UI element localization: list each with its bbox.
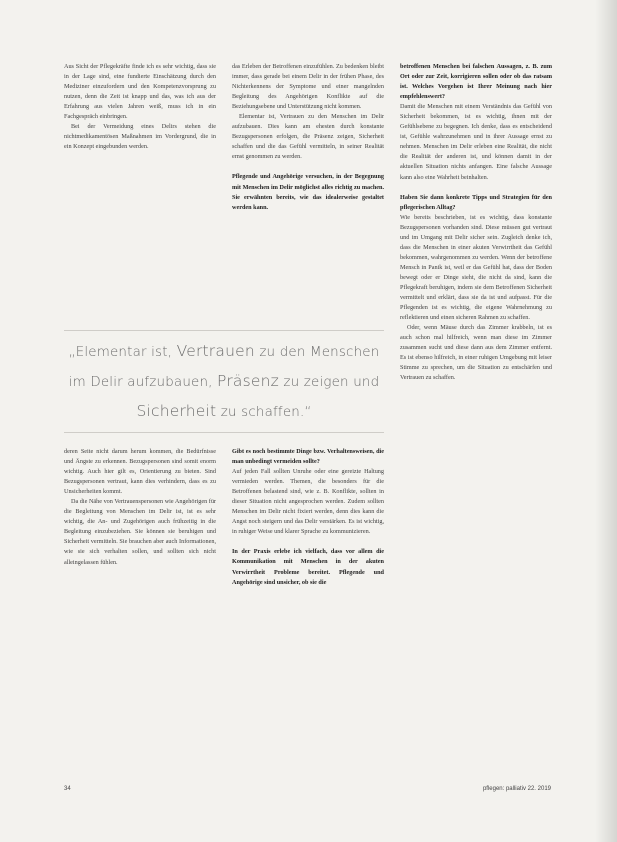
quote-emphasis: Vertrauen [176,342,255,360]
column-2-top [232,62,384,213]
paragraph: Damit die Menschen mit einem Verständnis das Gefühl von Sicherheit bekommen, ist es wichtig, ihnen mit der Gefühlsebene zu begegnen. Ich denke, dass es entscheidend ist, Gefühle wahrzunehmen und in ihrer Aussage ernst zu nehmen. Menschen im Delir erleben eine Realität, die nicht die Realität der anderen ist, und können damit in der aktuellen Situation nichts anfangen. Eine falsche Aussage kann also eine Wahrheit beinhalten. [400,103,552,181]
paragraph: Oder, wenn Mäuse durch das Zimmer krabbeln, ist es auch schon mal hilfreich, wenn man diese im Zimmer zusammen sucht und diese dann aus dem Zimmer entfernt. Es ist ebenso hilfreich, in einer ruhigen Umgebung mit leiser Stimme zu sprechen, um die Situation zu entschärfen und Vertrauen zu schaffen. [400,324,552,382]
column-1-bottom [64,447,216,568]
column-2-bottom [232,447,384,588]
page-number: 34 [64,786,71,792]
paragraph: Da die Nähe von Vertrauenspersonen wie Angehörigen für die Begleitung von Menschen im Delir ist, ist es sehr wichtig, die An- und Zugehörigen auch frühzeitig in die Begleitung einzubeziehen. Sie können sie beruhigen und Sicherheit vermitteln. Sie brauchen aber auch Informationen, wie sie sich verhalten sollen, und sollten sich nicht alleingelassen fühlen. [64,498,216,566]
paragraph: Elementar ist, Vertrauen zu den Menschen im Delir aufzubauen. Dies kann am ehesten durch konstante Bezugspersonen erfolgen, die Präsenz zeigen, Sicherheit schaffen und die das Gefühl vermitteln, in seiner Realität ernst genommen zu werden. [232,113,384,161]
quote-text: zu zeigen und [278,375,380,390]
column-1-top [64,62,216,152]
paragraph: das Erleben der Betroffenen einzufühlen. Zu bedenken bleibt immer, dass gerade bei einem Delir in der frühen Phase, des Nichterkennens der Symptome und einer mangelnden Begleitung des Angehörigen Konflikte auf die Beziehungsebene und Unterstützung nicht kommen. [232,63,384,111]
quote-emphasis: Präsenz [217,372,279,390]
paragraph: Auf jeden Fall sollten Unruhe oder eine gereizte Haltung vermieden werden. Themen, die besonders für die Betroffenen belastend sind, wie z. B. Konflikte, sollten in dieser Situation nicht angesprochen werden. Zudem sollten Menschen im Delir nicht fixiert werden, denn dies kann die Angst noch steigern und das Delir verstärken. Es ist wichtig, in ruhiger Weise und klarer Sprache zu kommunizieren. [232,468,384,536]
quote-text: zu den Menschen [254,345,380,360]
page-edge-shadow [595,0,617,842]
interview-question: betroffenen Menschen bei falschen Aussagen, z. B. zum Ort oder zur Zeit, korrigieren sollen oder ob das ratsam ist. Welches Vorgehen ist Ihrer Meinung nach hier empfehlenswert? [400,63,552,101]
quote-text: zu schaffen.“ [216,405,312,420]
paragraph: Aus Sicht der Pflegekräfte finde ich es sehr wichtig, dass sie in der Lage sind, eine fundierte Einschätzung durch den Mediziner einzufordern und den Kompetenzvorsprung zu nutzen, denn die Zeit ist knapp und das, was ich aus der Erfahrung aus vielen Jahren weiß, muss ich in ein Fachgespräch einbringen. [64,63,216,121]
quote-text: „Elementar ist, [68,345,177,360]
interview-question: In der Praxis erlebe ich vielfach, dass vor allem die Kommunikation mit Menschen in der akuten Verwirrtheit Probleme bereitet. Pflegende und Angehörige sind unsicher, ob sie die [232,548,384,586]
paragraph: Wie bereits beschrieben, ist es wichtig, dass konstante Bezugspersonen vorhanden sind. Diese müssen gut vertraut und im Umgang mit Delir sicher sein. Zugleich denke ich, dass die Menschen in einer akuten Verwirrtheit das Gefühl bekommen, wahrgenommen zu werden. Wenn der betroffene Mensch in Panik ist, weil er das Gefühl hat, dass der Boden bewegt oder er Dinge sieht, die nicht da sind, kann die Pflegekraft beruhigen, indem sie dem Betroffenen Sicherheit vermittelt und erklärt, dass sie da ist und aufpasst. Für die Pflegenden ist es wichtig, die eigene Wahrnehmung zu reflektieren und einen sicheren Rahmen zu schaffen. [400,213,552,322]
interview-question: Pflegende und Angehörige versuchen, in der Begegnung mit Menschen im Delir möglichst alles richtig zu machen. Sie erwähnten bereits, wie das idealerweise gestaltet werden kann. [232,173,384,211]
paragraph: Bei der Vermeidung eines Delirs stehen die nichtmedikamentösen Maßnahmen im Vordergrund, die in ein Konzept eingebunden werden. [64,123,216,151]
column-3 [400,62,552,383]
interview-question: Gibt es noch bestimmte Dinge bzw. Verhaltensweisen, die man unbedingt vermeiden sollte? [232,448,384,466]
quote-rule-top [64,330,384,331]
quote-text: im Delir aufzubauen, [68,375,218,390]
quote-rule-bottom [64,432,384,433]
paragraph: deren Seite nicht darum herum kommen, die Bedürfnisse und Ängste zu erkennen. Bezugspersonen sind somit enorm wichtig. Auch hier gilt es, Orientierung zu bieten. Sind Bezugspersonen vertraut, kann dies verhindern, dass es zu Unsicherheiten kommt. [64,448,216,496]
interview-question: Haben Sie dann konkrete Tipps und Strategien für den pflegerischen Alltag? [400,193,552,211]
quote-emphasis: Sicherheit [136,402,217,420]
journal-footer: pflegen: palliativ 22. 2019 [482,786,551,792]
pull-quote [64,337,384,427]
